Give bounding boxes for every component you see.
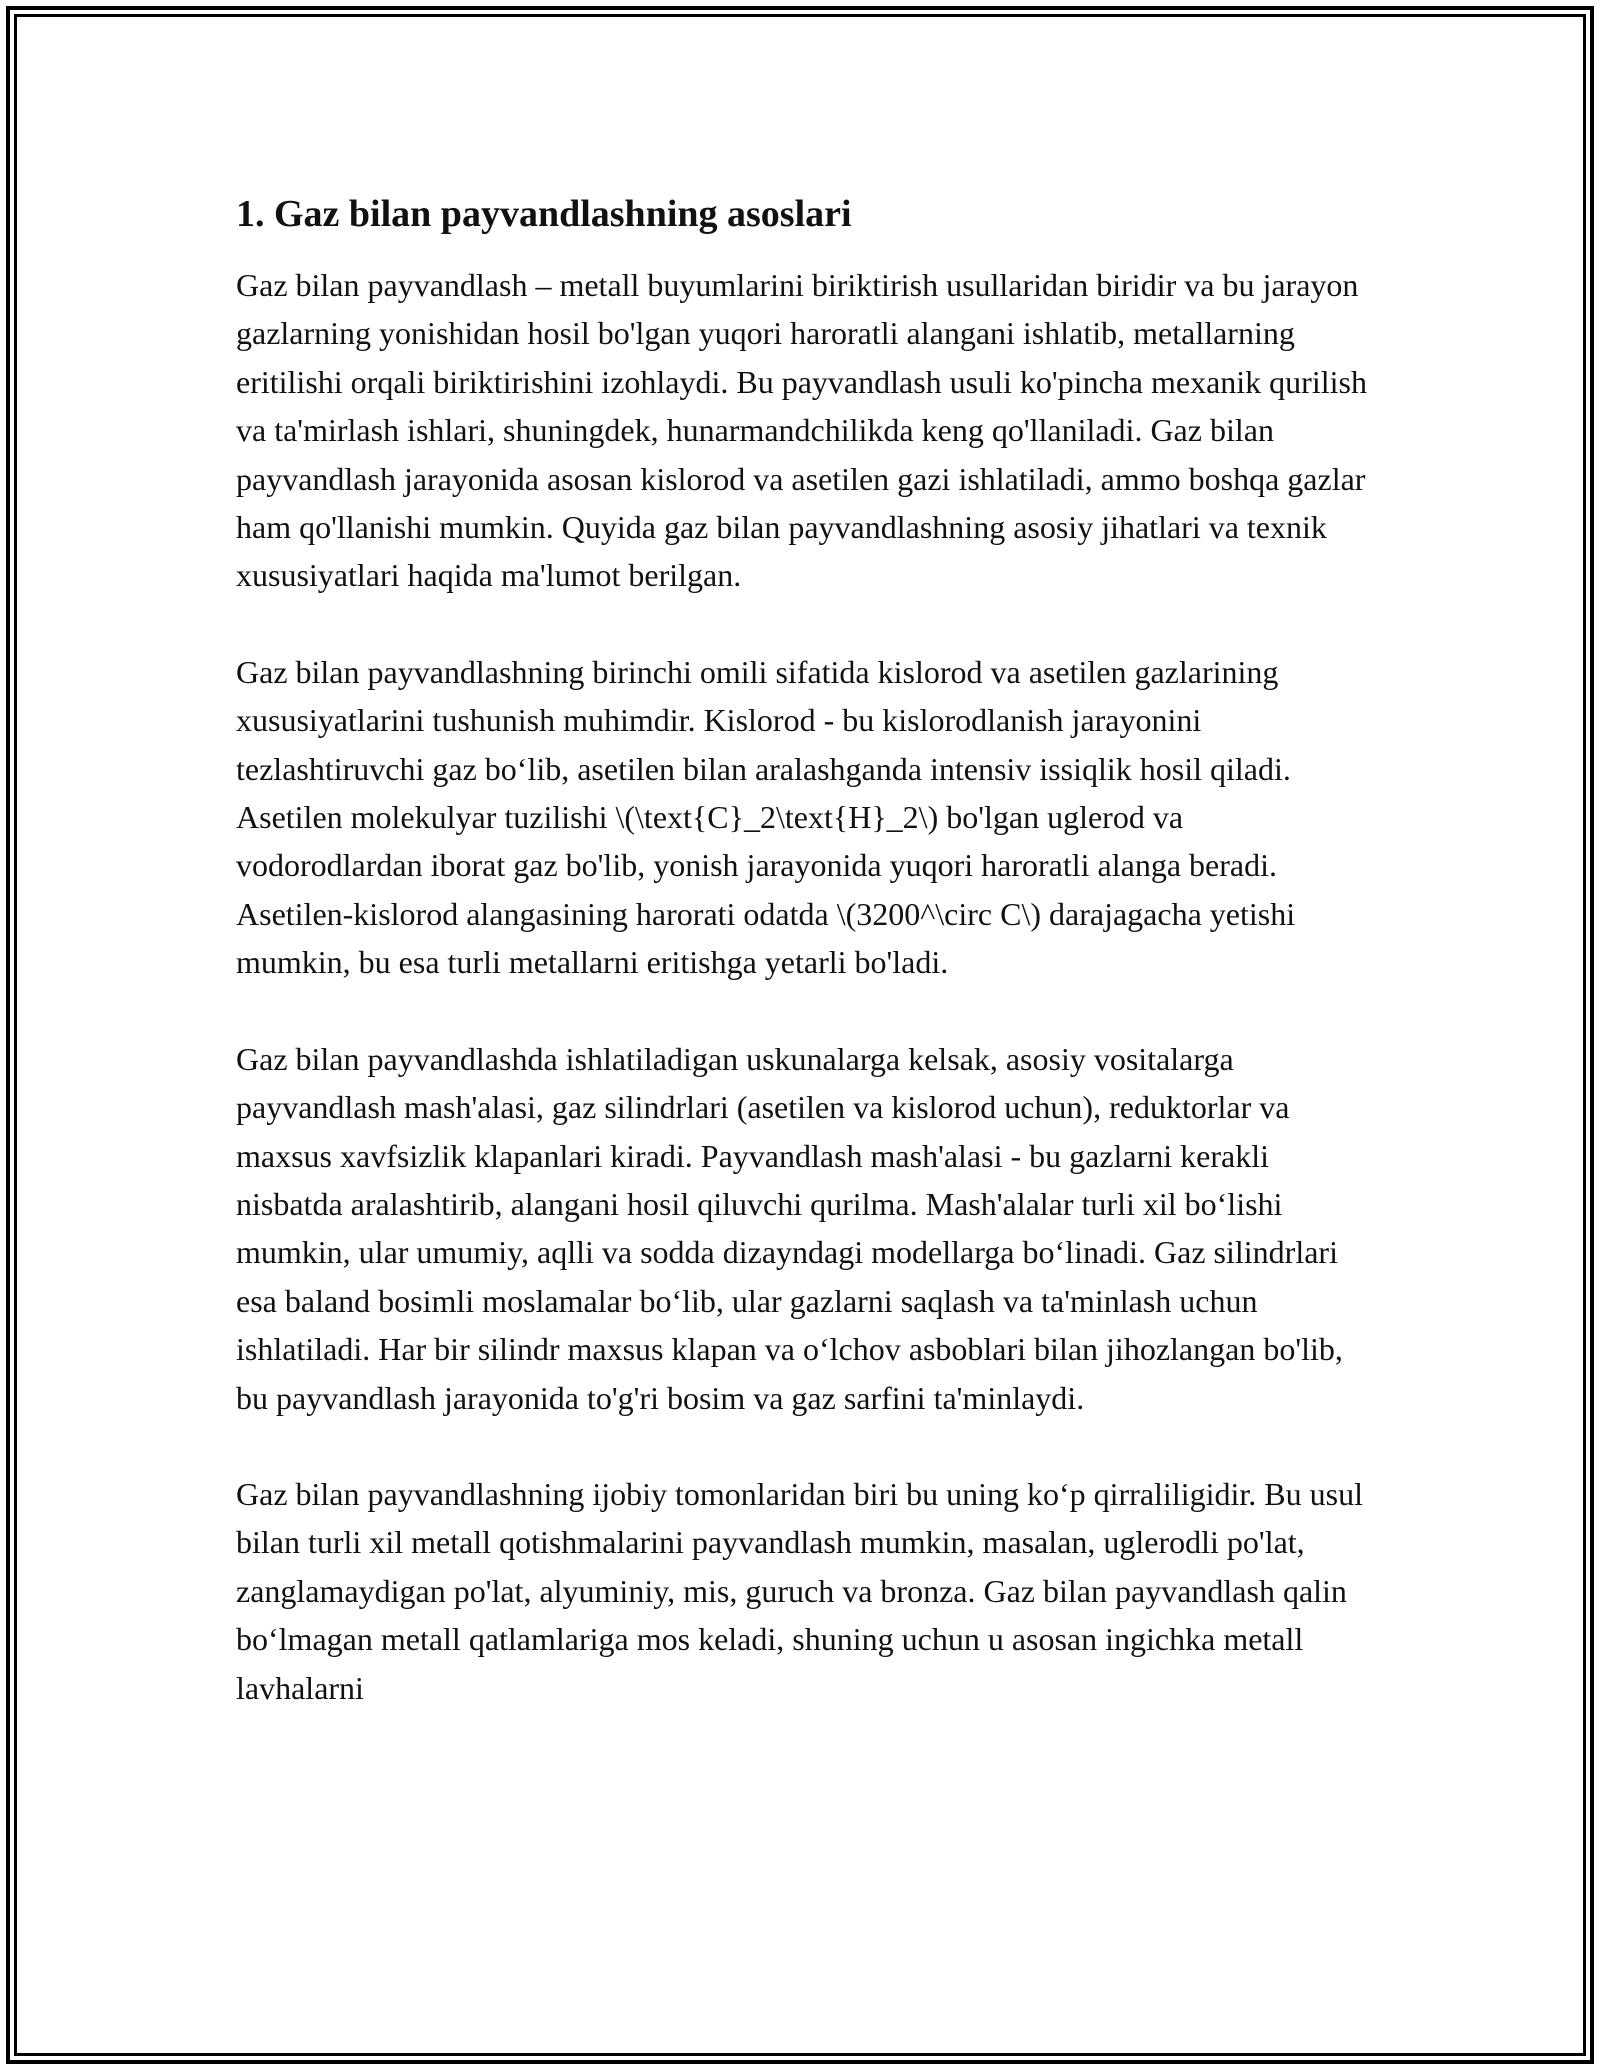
paragraph-equipment: Gaz bilan payvandlashda ishlatiladigan uskunalarga kelsak, asosiy vositalarga payvandlash mash'alasi, gaz silindrlari (asetilen va kislorod uchun), reduktorlar va maxsus xavfsizlik klapanlari kiradi. Payvandlash mash'alasi - bu gazlarni kerakli nisbatda aralashtirib, alangani hosil qiluvchi qurilma. Mash'alalar turli xil bo‘lishi mumkin, ular umumiy, aqlli va sodda dizayndagi modellarga bo‘linadi. Gaz silindrlari esa baland bosimli moslamalar bo‘lib, ular gazlarni saqlash va ta'minlash uchun ishlatiladi. Har bir silindr maxsus klapan va o‘lchov asboblari bilan jihozlangan bo'lib, bu payvandlash jarayonida to'g'ri bosim va gaz sarfini ta'minlaydi.	[236, 1040, 1343, 1416]
section-heading: 1. Gaz bilan payvandlashning asoslari	[236, 193, 852, 235]
paragraph-advantages: Gaz bilan payvandlashning ijobiy tomonlaridan biri bu uning ko‘p qirraliligidir. Bu usul bilan turli xil metall qotishmalarini payvandlash mumkin, masalan, uglerodli po'lat, zanglamaydigan po'lat, alyuminiy, mis, guruch va bronza. Gaz bilan payvandlash qalin bo‘lmagan metall qatlamlariga mos keladi, shuning uchun u asosan ingichka metall lavhalarni	[236, 1475, 1363, 1706]
paragraph-intro: Gaz bilan payvandlash – metall buyumlarini biriktirish usullaridan biridir va bu jarayon gazlarning yonishidan hosil bo'lgan yuqori haroratli alangani ishlatib, metallarning eritilishi orqali biriktirishini izohlaydi. Bu payvandlash usuli ko'pincha mexanik qurilish va ta'mirlash ishlari, shuningdek, hunarmandchilikda keng qo'llaniladi. Gaz bilan payvandlash jarayonida asosan kislorod va asetilen gazi ishlatiladi, ammo boshqa gazlar ham qo'llanishi mumkin. Quyida gaz bilan payvandlashning asosiy jihatlari va texnik xususiyatlari haqida ma'lumot berilgan.	[236, 267, 1367, 594]
document-body	[236, 185, 1376, 1760]
paragraph-gases: Gaz bilan payvandlashning birinchi omili sifatida kislorod va asetilen gazlarining xususiyatlarini tushunish muhimdir. Kislorod - bu kislorodlanish jarayonini tezlashtiruvchi gaz bo‘lib, asetilen bilan aralashganda intensiv issiqlik hosil qiladi. Asetilen molekulyar tuzilishi \(\text{C}_2\text{H}_2\) bo'lgan uglerod va vodorodlardan iborat gaz bo'lib, yonish jarayonida yuqori haroratli alanga beradi. Asetilen-kislorod alangasining harorati odatda \(3200^\circ C\) darajagacha yetishi mumkin, bu esa turli metallarni eritishga yetarli bo'ladi.	[236, 653, 1296, 981]
